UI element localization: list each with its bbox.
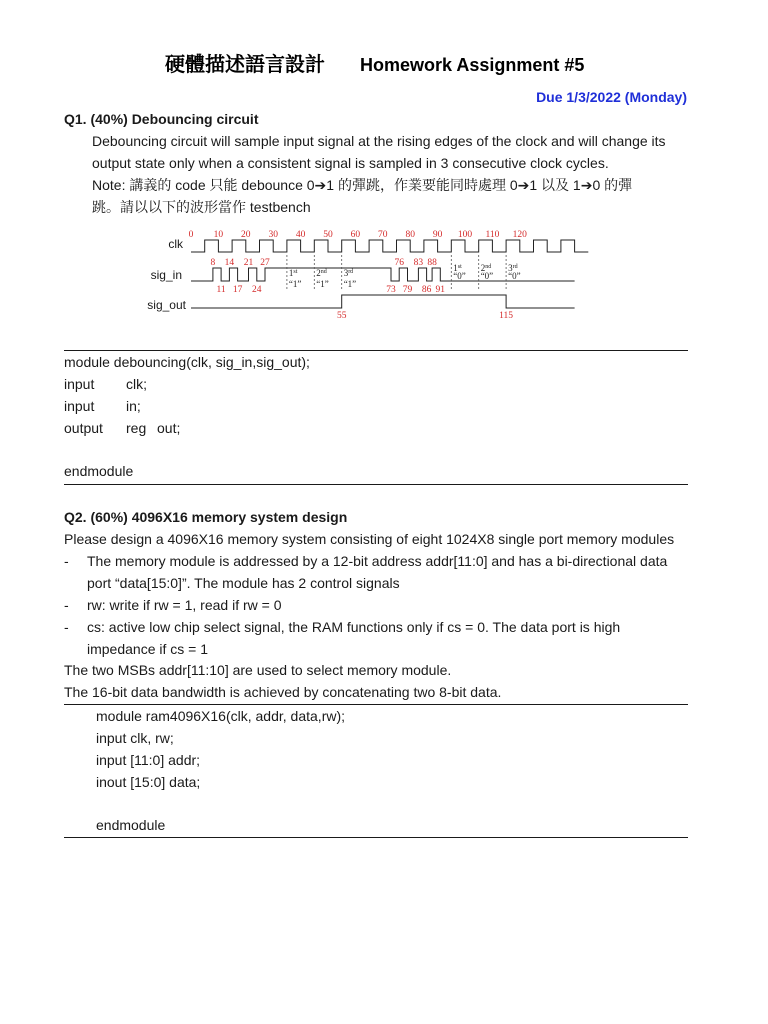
sample-value-label: “1”: [316, 279, 329, 289]
sig-in-rise-time-label: 21: [243, 258, 254, 268]
q1-note-line: 跳。請以以下的波形當作 testbench: [92, 199, 311, 215]
sample-order-number: 3: [343, 268, 349, 278]
code-line: input clk, rw;: [96, 730, 174, 746]
signal-label-sig-out: sig_out: [147, 298, 186, 312]
clk-time-label: 50: [323, 230, 333, 240]
sample-order-suffix: st: [293, 269, 298, 275]
bullet-marker: -: [64, 597, 69, 613]
sig-in-fall-time-label: 73: [386, 285, 396, 295]
sig-out-time-label: 55: [336, 311, 347, 321]
clk-time-label: 100: [457, 230, 473, 240]
sample-value-label: “0”: [508, 271, 521, 281]
q1-heading: Q1. (40%) Debouncing circuit: [64, 111, 259, 127]
clk-time-label: 120: [512, 230, 527, 240]
q1-paragraph-line: Debouncing circuit will sample input signal at the rising edges of the clock and will change its: [92, 133, 666, 149]
sample-value-label: “0”: [480, 271, 494, 281]
sample-order-suffix: nd: [320, 269, 327, 275]
q2-bullet: [64, 594, 282, 616]
sig-in-fall-time-label: 24: [252, 285, 262, 295]
q2-intro: Please design a 4096X16 memory system consisting of eight 1024X8 single port memory modules: [64, 531, 675, 547]
clk-time-label: 70: [378, 230, 388, 240]
sig-in-rise-time-label: 83: [413, 258, 424, 268]
bullet-marker: -: [64, 619, 69, 635]
sample-value-label: “1”: [343, 279, 357, 289]
clk-time-label: 20: [241, 230, 251, 240]
q2-note: The 16-bit data bandwidth is achieved by concatenating two 8-bit data.: [64, 684, 502, 700]
q2-bullet: [64, 616, 620, 638]
sample-value-label: “1”: [288, 279, 302, 289]
sample-order-number: 2: [480, 263, 486, 273]
clk-time-label: 80: [405, 230, 415, 240]
sig-in-fall-time-label: 86: [421, 285, 432, 295]
bullet-text-continued: impedance if cs = 1: [87, 641, 209, 657]
sig-in-fall-time-label: 91: [435, 285, 446, 295]
section-divider: [64, 484, 688, 485]
testbench-waveform: [130, 225, 600, 325]
sig-in-rise-time-label: 14: [224, 258, 235, 268]
bullet-text-continued: port “data[15:0]”. The module has 2 control signals: [87, 575, 400, 591]
sig-in-rise-time-label: 88: [427, 258, 437, 268]
code-endmodule: endmodule: [96, 817, 166, 833]
sig-in-rise-time-label: 8: [210, 258, 216, 268]
q1-note-line: Note: 講義的 code 只能 debounce 0➔1 的彈跳，作業要能同時處理 0➔1 以及 1➔0 的彈: [92, 177, 633, 193]
sample-order-label: [289, 268, 298, 278]
code-line: inout [15:0] data;: [96, 774, 201, 790]
clk-time-label: 90: [432, 230, 443, 240]
q2-note: The two MSBs addr[11:10] are used to select memory module.: [64, 662, 452, 678]
port-name: clk;: [126, 376, 147, 392]
sig-in-rise-time-label: 76: [394, 258, 404, 268]
due-date: Due 1/3/2022 (Monday): [536, 89, 687, 105]
sample-order-label: [316, 268, 327, 278]
port-direction: input: [64, 376, 95, 392]
sig-out-waveform: [191, 295, 575, 308]
bullet-text: rw: write if rw = 1, read if rw = 0: [87, 597, 282, 613]
sample-order-number: 1: [288, 268, 294, 278]
sample-order-number: 1: [453, 263, 458, 273]
section-divider: [64, 837, 688, 838]
sig-in-rise-time-label: 27: [260, 258, 270, 268]
clk-time-label: 60: [350, 230, 361, 240]
q2-bullet: [64, 550, 667, 572]
code-port-line: [64, 417, 180, 439]
code-line: input [11:0] addr;: [96, 752, 201, 768]
q1-paragraph-line: output state only when a consistent signal is sampled in 3 consecutive clock cycles.: [92, 155, 609, 171]
clk-time-label: 30: [268, 230, 278, 240]
signal-label-sig-in: sig_in: [150, 268, 182, 282]
port-direction: output: [64, 420, 103, 436]
assignment-title: Homework Assignment #5: [360, 55, 585, 75]
sig-in-fall-time-label: 11: [216, 285, 226, 295]
sig-in-fall-time-label: 79: [402, 285, 413, 295]
bullet-text: The memory module is addressed by a 12-bit address addr[11:0] and has a bi-directional data: [87, 553, 668, 569]
sig-out-time-label: 115: [499, 311, 514, 321]
sample-order-number: 2: [316, 268, 321, 278]
sample-order-suffix: st: [457, 264, 462, 270]
sample-order-number: 3: [508, 263, 513, 273]
sig-in-fall-time-label: 17: [232, 285, 243, 295]
code-endmodule: endmodule: [64, 463, 134, 479]
port-name: out;: [157, 420, 181, 436]
port-direction: input: [64, 398, 95, 414]
code-port-line: [64, 395, 141, 417]
sample-value-label: “0”: [453, 271, 466, 281]
sample-order-suffix: rd: [348, 269, 354, 275]
code-port-line: [64, 373, 147, 395]
course-title: 硬體描述語言設計: [165, 54, 325, 76]
bullet-marker: -: [64, 553, 69, 569]
sample-order-suffix: rd: [512, 264, 518, 270]
port-type: reg: [126, 420, 147, 436]
clk-waveform: [191, 240, 588, 252]
code-module-declaration: module ram4096X16(clk, addr, data,rw);: [96, 708, 346, 724]
q2-heading: Q2. (60%) 4096X16 memory system design: [64, 509, 348, 525]
sample-order-label: [344, 268, 354, 278]
port-name: in;: [126, 398, 141, 414]
sample-order-suffix: nd: [485, 264, 492, 270]
clk-time-label: 110: [485, 230, 500, 240]
clk-time-label: 10: [213, 230, 224, 240]
clk-time-label: 40: [295, 230, 306, 240]
signal-label-clk: clk: [168, 237, 183, 251]
code-module-declaration: module debouncing(clk, sig_in,sig_out);: [64, 354, 310, 370]
clk-time-label: 0: [188, 230, 194, 240]
bullet-text: cs: active low chip select signal, the RAM functions only if cs = 0. The data port is high: [87, 619, 621, 635]
